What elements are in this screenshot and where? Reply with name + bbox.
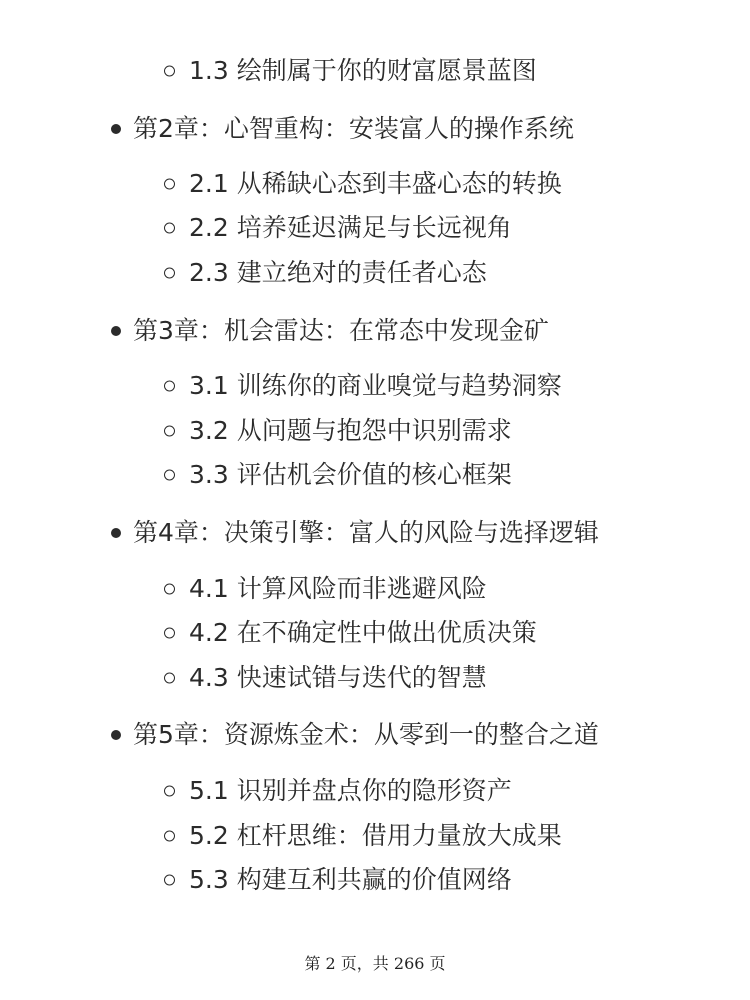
hollow-bullet-icon <box>164 381 175 392</box>
section-title: 5.2 杠杆思维：借用力量放大成果 <box>189 821 562 850</box>
section-title: 3.3 评估机会价值的核心框架 <box>189 460 512 489</box>
chapter-title: 第2章：心智重构：安装富人的操作系统 <box>133 114 574 143</box>
chapter-title: 第3章：机会雷达：在常态中发现金矿 <box>133 316 549 345</box>
filled-bullet-icon <box>111 124 121 134</box>
hollow-bullet-icon <box>164 875 175 886</box>
filled-bullet-icon <box>111 326 121 336</box>
page-number-footer: 第 2 页，共 266 页 <box>304 954 446 973</box>
section-title: 1.3 绘制属于你的财富愿景蓝图 <box>189 56 537 85</box>
section-title: 4.1 计算风险而非逃避风险 <box>189 574 487 603</box>
chapter-title: 第5章：资源炼金术：从零到一的整合之道 <box>133 720 599 749</box>
section-title: 2.2 培养延迟满足与长远视角 <box>189 213 512 242</box>
section-title: 3.2 从问题与抱怨中识别需求 <box>189 416 512 445</box>
hollow-bullet-icon <box>164 584 175 595</box>
section-title: 4.3 快速试错与迭代的智慧 <box>189 663 487 692</box>
section-title: 2.3 建立绝对的责任者心态 <box>189 258 487 287</box>
filled-bullet-icon <box>111 528 121 538</box>
hollow-bullet-icon <box>164 628 175 639</box>
hollow-bullet-icon <box>164 786 175 797</box>
hollow-bullet-icon <box>164 179 175 190</box>
hollow-bullet-icon <box>164 470 175 481</box>
hollow-bullet-icon <box>164 268 175 279</box>
section-title: 2.1 从稀缺心态到丰盛心态的转换 <box>189 169 562 198</box>
hollow-bullet-icon <box>164 673 175 684</box>
section-title: 4.2 在不确定性中做出优质决策 <box>189 618 537 647</box>
hollow-bullet-icon <box>164 426 175 437</box>
hollow-bullet-icon <box>164 831 175 842</box>
section-title: 3.1 训练你的商业嗅觉与趋势洞察 <box>189 371 562 400</box>
hollow-bullet-icon <box>164 66 175 77</box>
hollow-bullet-icon <box>164 223 175 234</box>
section-title: 5.3 构建互利共赢的价值网络 <box>189 865 512 894</box>
filled-bullet-icon <box>111 730 121 740</box>
section-title: 5.1 识别并盘点你的隐形资产 <box>189 776 512 805</box>
chapter-title: 第4章：决策引擎：富人的风险与选择逻辑 <box>133 518 599 547</box>
